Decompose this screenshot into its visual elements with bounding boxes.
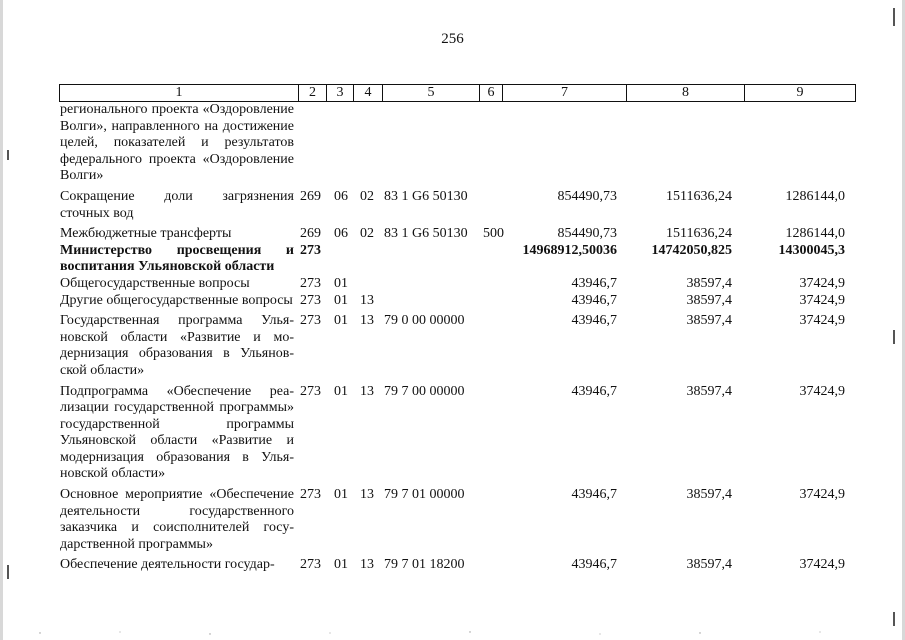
section-code: 01 — [334, 487, 348, 503]
amount-col-7: 854490,73 — [557, 188, 617, 204]
subsection-code: 13 — [360, 383, 374, 399]
header-col-2: 2 — [299, 85, 327, 102]
row-name: Обеспечение деятельности государ- — [60, 557, 275, 573]
section-code: 01 — [334, 313, 348, 329]
header-col-9: 9 — [745, 85, 856, 102]
amount-col-8: 38597,4 — [686, 275, 732, 291]
amount-col-7: 43946,7 — [571, 487, 617, 503]
table-row — [60, 313, 845, 379]
admin-code: 273 — [300, 275, 321, 291]
admin-code: 273 — [300, 557, 321, 573]
amount-col-7: 14968912,50036 — [522, 242, 617, 258]
amount-col-7: 43946,7 — [571, 313, 617, 329]
admin-code: 273 — [300, 313, 321, 329]
amount-col-9: 1286144,0 — [785, 226, 845, 242]
amount-col-9: 37424,9 — [799, 557, 845, 573]
section-code: 06 — [334, 188, 348, 204]
header-col-1: 1 — [60, 85, 299, 102]
subsection-code: 02 — [360, 188, 374, 204]
table-row — [60, 293, 845, 310]
header-row — [60, 85, 856, 102]
admin-code: 273 — [300, 487, 321, 503]
amount-col-8: 38597,4 — [686, 292, 732, 308]
amount-col-9: 37424,9 — [799, 313, 845, 329]
amount-col-8: 38597,4 — [686, 487, 732, 503]
table-row — [60, 102, 845, 185]
scan-mark — [7, 150, 9, 160]
section-code: 06 — [334, 226, 348, 242]
amount-col-8: 38597,4 — [686, 557, 732, 573]
subsection-code: 13 — [360, 557, 374, 573]
amount-col-9: 14300045,3 — [778, 242, 845, 258]
subsection-code: 02 — [360, 226, 374, 242]
target-article-code: 79 7 01 18200 — [384, 557, 465, 573]
table-row — [60, 243, 845, 276]
section-code: 01 — [334, 292, 348, 308]
admin-code: 273 — [300, 242, 321, 258]
amount-col-7: 43946,7 — [571, 275, 617, 291]
table-row — [60, 276, 845, 293]
amount-col-9: 37424,9 — [799, 275, 845, 291]
scan-noise — [0, 628, 905, 638]
row-name: Общегосударственные вопросы — [60, 275, 250, 291]
scan-edge-left — [0, 0, 3, 640]
scan-mark — [7, 565, 9, 579]
row-name: Сокращение доли загрязнения сточных вод — [60, 188, 294, 221]
row-name: Другие общегосударственные вопросы — [60, 292, 293, 308]
row-name: Министерство просвещения и воспитания Ульяновской области — [60, 242, 294, 275]
admin-code: 273 — [300, 292, 321, 308]
subsection-code: 13 — [360, 487, 374, 503]
amount-col-7: 43946,7 — [571, 557, 617, 573]
section-code: 01 — [334, 383, 348, 399]
section-code: 01 — [334, 557, 348, 573]
admin-code: 269 — [300, 188, 321, 204]
header-col-5: 5 — [383, 85, 480, 102]
budget-table-body — [60, 102, 845, 574]
table-row — [60, 226, 845, 243]
header-col-6: 6 — [480, 85, 503, 102]
target-article-code: 79 7 01 00000 — [384, 487, 465, 503]
scan-mark — [893, 612, 895, 626]
section-code: 01 — [334, 275, 348, 291]
table-row — [60, 487, 845, 553]
column-number-header — [59, 84, 856, 102]
row-name: Межбюджетные трансферты — [60, 226, 232, 242]
amount-col-9: 37424,9 — [799, 487, 845, 503]
scan-mark — [893, 330, 895, 344]
admin-code: 273 — [300, 383, 321, 399]
amount-col-8: 14742050,825 — [651, 242, 732, 258]
subsection-code: 13 — [360, 313, 374, 329]
header-col-7: 7 — [503, 85, 627, 102]
amount-col-8: 1511636,24 — [666, 188, 732, 204]
amount-col-8: 38597,4 — [686, 383, 732, 399]
header-col-4: 4 — [354, 85, 383, 102]
header-col-3: 3 — [327, 85, 354, 102]
subsection-code: 13 — [360, 292, 374, 308]
amount-col-9: 37424,9 — [799, 383, 845, 399]
page-number: 256 — [441, 31, 464, 47]
target-article-code: 83 1 G6 50130 — [384, 188, 468, 204]
amount-col-7: 43946,7 — [571, 292, 617, 308]
target-article-code: 79 7 00 00000 — [384, 383, 465, 399]
amount-col-8: 1511636,24 — [666, 226, 732, 242]
row-name: Основное мероприятие «Обеспечение деятельности государственного заказчика и соисполнителей государственной программы» — [60, 487, 294, 552]
target-article-code: 83 1 G6 50130 — [384, 226, 468, 242]
header-col-8: 8 — [627, 85, 745, 102]
target-article-code: 79 0 00 00000 — [384, 313, 465, 329]
amount-col-9: 37424,9 — [799, 292, 845, 308]
amount-col-7: 43946,7 — [571, 383, 617, 399]
expense-type-code: 500 — [483, 226, 504, 242]
amount-col-8: 38597,4 — [686, 313, 732, 329]
scan-mark — [893, 8, 895, 26]
table-row — [60, 189, 845, 222]
amount-col-9: 1286144,0 — [785, 188, 845, 204]
table-row — [60, 557, 845, 574]
row-name: Государственная программа Ульяновской области «Развитие и модернизация образования в Ульяновской области» — [60, 313, 294, 378]
table-row — [60, 384, 845, 484]
amount-col-7: 854490,73 — [557, 226, 617, 242]
row-name: Подпрограмма «Обеспечение реализации государственной программы» государственной программы Ульяновской области «Развитие и модернизация образования в Ульяновской области» — [60, 383, 294, 482]
row-name: регионального проекта «Оздоровление Волги», направленного на достижение целей, показателей и результатов федерального проекта «Оздоровление Волги» — [60, 102, 294, 184]
admin-code: 269 — [300, 226, 321, 242]
